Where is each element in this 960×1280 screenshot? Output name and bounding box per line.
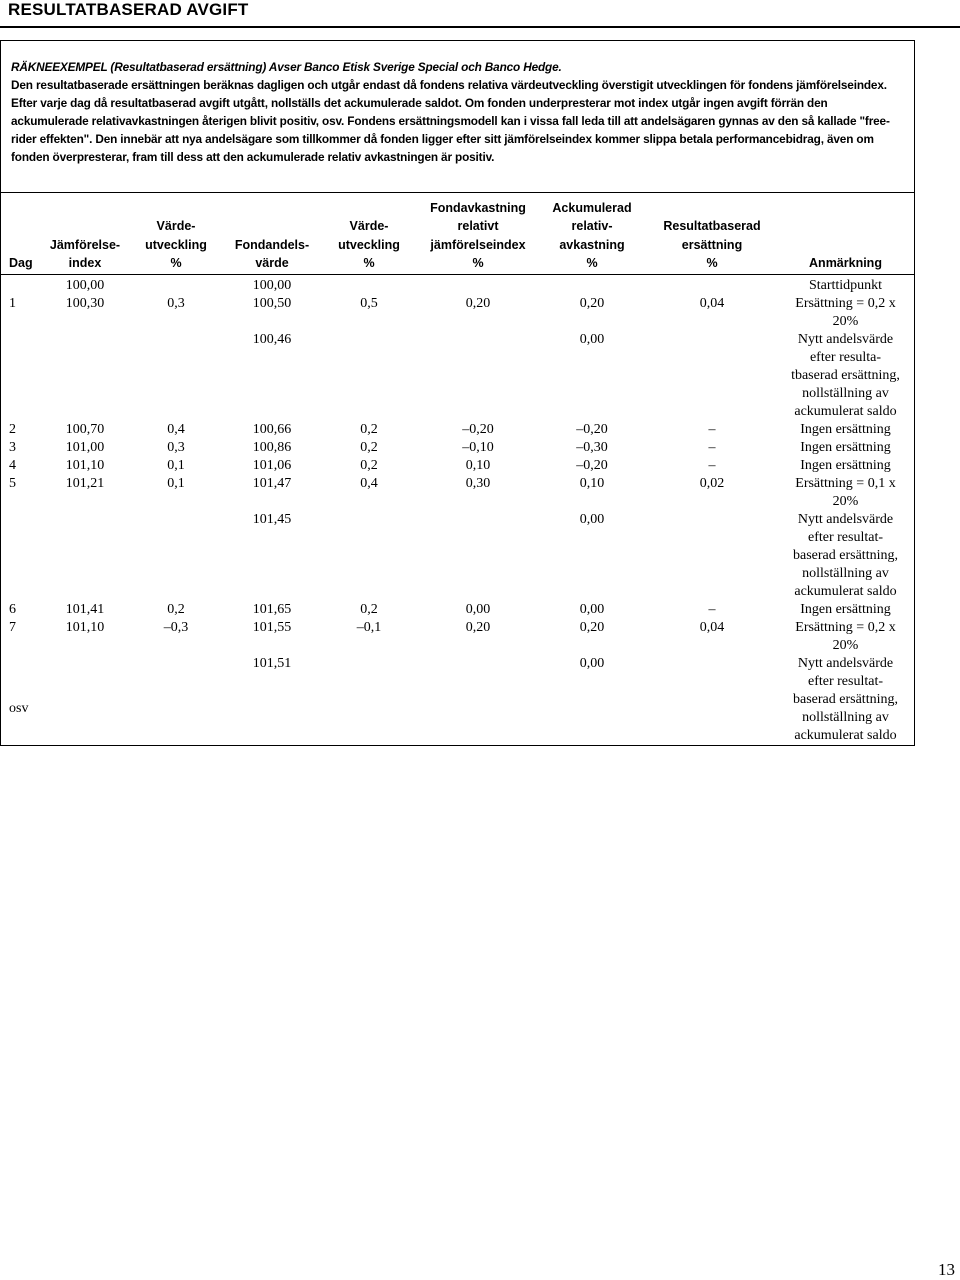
cell-index: 101,21 <box>65 476 105 491</box>
cell-ack: 0,00 <box>579 512 605 527</box>
cell-ack: 0,20 <box>579 620 605 635</box>
cell-fv: 101,47 <box>252 476 292 491</box>
cell-fv: 101,06 <box>252 458 292 473</box>
cell-ack: –0,30 <box>576 440 608 455</box>
header-res: Resultatbaserad ersättning % <box>663 219 761 270</box>
cell-fv: 100,46 <box>252 332 292 347</box>
cell-vu2: 0,2 <box>360 422 378 437</box>
cell-vu2: 0,2 <box>360 602 378 617</box>
cell-vu1: 0,4 <box>167 422 185 437</box>
cell-dag: 1 <box>9 296 16 311</box>
cell-dag: 5 <box>9 476 16 491</box>
cell-dag: 3 <box>9 440 16 455</box>
cell-res: – <box>708 422 716 437</box>
cell-rel: 0,20 <box>465 620 491 635</box>
cell-dag: osv <box>9 701 29 716</box>
cell-note: Ingen ersättning <box>800 422 891 437</box>
cell-index: 100,30 <box>65 296 105 311</box>
header-divider <box>0 274 915 275</box>
cell-note: Ingen ersättning <box>800 440 891 455</box>
cell-note: Nytt andelsvärde efter resultat- baserad ersättning, nollställning av ackumulerat saldo <box>793 656 898 743</box>
cell-fv: 101,65 <box>252 602 292 617</box>
cell-vu2: 0,5 <box>360 296 378 311</box>
header-index: Jämförelse- index <box>49 237 121 270</box>
header-rel: Fondavkastning relativt jämförelseindex % <box>430 200 526 271</box>
cell-fv: 100,86 <box>252 440 292 455</box>
cell-note: Ersättning = 0,2 x 20% <box>795 620 896 653</box>
header-ack: Ackumulerad relativ- avkastning % <box>552 200 632 271</box>
header-fv: Fondandels- värde <box>234 237 310 270</box>
cell-index: 100,00 <box>65 278 105 293</box>
cell-ack: –0,20 <box>576 458 608 473</box>
cell-ack: –0,20 <box>576 422 608 437</box>
cell-dag: 2 <box>9 422 16 437</box>
cell-res: – <box>708 458 716 473</box>
cell-res: 0,04 <box>699 620 725 635</box>
cell-vu1: 0,3 <box>167 296 185 311</box>
cell-rel: –0,20 <box>462 422 494 437</box>
cell-fv: 101,51 <box>252 656 292 671</box>
header-vu1: Värde- utveckling % <box>145 219 207 270</box>
cell-dag: 7 <box>9 620 16 635</box>
cell-fv: 100,50 <box>252 296 292 311</box>
cell-note: Starttidpunkt <box>808 278 883 293</box>
page-number: 13 <box>938 1260 955 1279</box>
cell-ack: 0,00 <box>579 602 605 617</box>
header-vu2: Värde- utveckling % <box>338 219 400 270</box>
intro-title: RÄKNEEXEMPEL (Resultatbaserad ersättning) Avser Banco Etisk Sverige Special och Banco Hedge. <box>11 60 562 74</box>
cell-index: 101,10 <box>65 458 105 473</box>
cell-rel: 0,20 <box>465 296 491 311</box>
header-dag: Dag <box>9 256 33 270</box>
page-heading: RESULTATBASERAD AVGIFT <box>8 0 249 19</box>
cell-ack: 0,00 <box>579 656 605 671</box>
cell-note: Ersättning = 0,1 x 20% <box>795 476 896 509</box>
header-note: Anmärkning <box>809 256 882 270</box>
cell-note: Ersättning = 0,2 x 20% <box>795 296 896 329</box>
cell-ack: 0,10 <box>579 476 605 491</box>
cell-res: 0,02 <box>699 476 725 491</box>
cell-index: 100,70 <box>65 422 105 437</box>
cell-fv: 100,00 <box>252 278 292 293</box>
cell-fv: 101,55 <box>252 620 292 635</box>
intro-body: Den resultatbaserade ersättningen beräknas dagligen och utgår endast då fondens relativa värdeutveckling överstigit utvecklingen för fondens jämförelseindex. Efter varje dag då resultatbaserad avgift utgått, nollställs det ackumulerade saldot. Om fonden underpresterar mot index utgår ingen avgift förrän den ackumulerade relativavkastningen återigen blivit positiv, osv. Fondens ersättningsmodell kan i vissa fall leda till att andelsägaren gynnas av den så kallade "free-rider effekten". Den innebär att nya andelsägare som tillkommer då fonden ligger efter sitt jämförelseindex kommer slippa betala performancebidrag, även om fonden överpresterar, fram till dess att den ackumulerade relativ avkastningen är positiv. <box>11 78 890 164</box>
cell-rel: 0,10 <box>465 458 491 473</box>
cell-vu1: –0,3 <box>163 620 189 635</box>
cell-fv: 100,66 <box>252 422 292 437</box>
cell-note: Ingen ersättning <box>800 458 891 473</box>
cell-vu1: 0,1 <box>167 458 185 473</box>
cell-vu1: 0,1 <box>167 476 185 491</box>
intro-divider <box>0 192 915 193</box>
cell-note: Ingen ersättning <box>800 602 891 617</box>
cell-ack: 0,00 <box>579 332 605 347</box>
cell-vu1: 0,3 <box>167 440 185 455</box>
cell-index: 101,10 <box>65 620 105 635</box>
cell-index: 101,41 <box>65 602 105 617</box>
heading-underline <box>0 26 960 28</box>
cell-index: 101,00 <box>65 440 105 455</box>
cell-vu2: –0,1 <box>356 620 382 635</box>
cell-vu2: 0,2 <box>360 440 378 455</box>
cell-ack: 0,20 <box>579 296 605 311</box>
cell-dag: 4 <box>9 458 16 473</box>
cell-vu2: 0,2 <box>360 458 378 473</box>
cell-vu1: 0,2 <box>167 602 185 617</box>
cell-rel: 0,00 <box>465 602 491 617</box>
cell-note: Nytt andelsvärde efter resultat- baserad ersättning, nollställning av ackumulerat saldo <box>793 512 898 599</box>
cell-dag: 6 <box>9 602 16 617</box>
intro-paragraph <box>11 58 906 166</box>
cell-res: – <box>708 440 716 455</box>
cell-res: – <box>708 602 716 617</box>
cell-res: 0,04 <box>699 296 725 311</box>
cell-fv: 101,45 <box>252 512 292 527</box>
cell-note: Nytt andelsvärde efter resulta- tbaserad ersättning, nollställning av ackumulerat saldo <box>791 332 900 419</box>
cell-rel: 0,30 <box>465 476 491 491</box>
cell-vu2: 0,4 <box>360 476 378 491</box>
table-bottom-rule <box>0 745 915 746</box>
cell-rel: –0,10 <box>462 440 494 455</box>
